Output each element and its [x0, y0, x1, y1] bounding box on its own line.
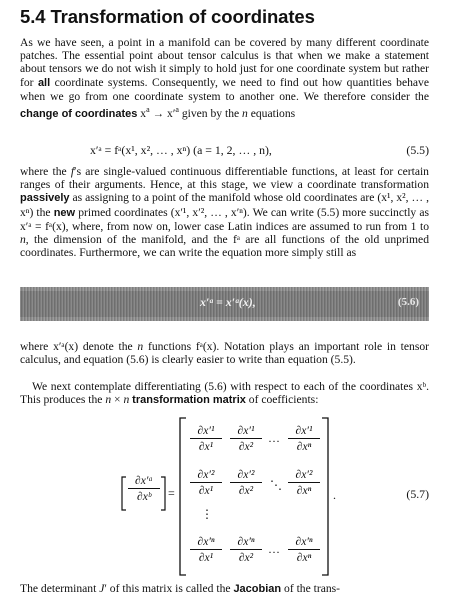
italic-symbol: J: [99, 582, 105, 595]
text-run: , the dimension of the manifold, and the fᵃ are all functions of the old unprimed coordinates. Furthermore, we can write the equation more simply still as: [20, 233, 429, 260]
entry-numerator: ∂x′ⁿ: [237, 535, 255, 548]
entry-denominator: ∂x²: [238, 484, 254, 497]
entry-numerator: ∂x′ⁿ: [197, 535, 215, 548]
text-run: equations: [247, 106, 296, 120]
matrix-entry-1-n: [288, 424, 320, 453]
lhs-left-bracket: [122, 477, 126, 510]
text-run: → x′: [149, 106, 176, 120]
vdots: ⋮: [201, 507, 213, 521]
entry-denominator: ∂x¹: [198, 440, 214, 453]
superscript: a: [146, 105, 150, 115]
lhs-numerator: ∂x′ᵃ: [134, 474, 154, 487]
text-run: functions fᵃ(x). Notation plays an important role in tensor calculus, and equation (5.6) is clearly easier to write than equation (5.5).: [20, 340, 430, 367]
lhs-right-bracket: [161, 477, 165, 510]
matrix-entry-2-2: [230, 468, 262, 497]
paragraph-5: [20, 582, 429, 596]
text-run: where x′ᵃ(x) denote the: [20, 340, 138, 353]
italic-symbol: f: [70, 165, 75, 178]
matrix-entry-n-2: [230, 535, 262, 564]
italic-symbol: n: [242, 106, 248, 120]
entry-numerator: ∂x′¹: [197, 424, 215, 437]
italic-symbol: n: [20, 233, 26, 247]
bold-term: change of coordinates: [20, 107, 138, 120]
equation-5-5-expression: x′ᵃ = fᵃ(x¹, x², … , xⁿ) (a = 1, 2, … , n),: [90, 143, 272, 157]
entry-numerator: ∂x′ⁿ: [295, 535, 313, 548]
bold-term: new: [53, 206, 76, 219]
entry-denominator: ∂x²: [238, 551, 254, 564]
entry-numerator: ∂x′²: [295, 468, 313, 481]
entry-denominator: ∂x²: [238, 440, 254, 453]
bold-term: all: [37, 76, 51, 89]
entry-denominator: ∂xⁿ: [296, 440, 312, 453]
matrix-right-bracket: [322, 418, 328, 575]
matrix-entry-1-2: [230, 424, 262, 453]
italic-symbol: n: [137, 340, 144, 353]
italic-symbol: n: [105, 393, 112, 407]
text-run: coordinate systems. Consequently, we need to find out how quantities behave when we go from one coordinate system to another one. We therefore consider the: [20, 75, 429, 103]
entry-numerator: ∂x′¹: [295, 424, 313, 437]
text-run: ′ of this matrix is called the: [104, 582, 234, 595]
equation-5-5-number: (5.5): [406, 143, 429, 157]
hdots-row-1: ···: [268, 434, 280, 448]
equation-5-7-number: (5.7): [406, 487, 429, 501]
text-run: x: [137, 106, 147, 120]
text-run: primed coordinates (x′¹, x′², … , x′ⁿ). We can write (5.5) more succinctly as x′ᵃ = fᵃ(x), where, from now on, lower case Latin indices are assumed to run from 1 to: [20, 205, 429, 233]
entry-numerator: ∂x′²: [197, 468, 215, 481]
entry-denominator: ∂x¹: [198, 551, 214, 564]
equals-sign: =: [168, 486, 175, 500]
entry-numerator: ∂x′¹: [237, 424, 255, 437]
text-run: as assigning to a point of the manifold whose old coordinates are (x¹, x², … , xⁿ) the: [20, 191, 429, 219]
matrix-entry-1-1: [190, 424, 222, 453]
hdots-row-n: ···: [268, 545, 280, 559]
lhs-denominator: ∂xᵇ: [137, 490, 151, 503]
text-run: We next contemplate differentiating (5.6) with respect to each of the coordinates xᵇ. This produces the: [20, 380, 429, 407]
text-run: of coefficients:: [245, 393, 319, 407]
superscript: a: [175, 105, 179, 115]
lhs-fraction: [128, 474, 160, 503]
bold-term: transformation matrix: [132, 394, 246, 407]
text-run: where the: [20, 165, 71, 178]
matrix-period: .: [333, 488, 336, 502]
text-run: ′s are single-valued continuous differentiable functions, at least for certain ranges of their arguments. Hence, at this stage, we view a coordinate transformation: [20, 165, 429, 192]
text-run: given by the: [178, 106, 243, 120]
entry-numerator: ∂x′²: [237, 468, 255, 481]
equation-5-6-expression: x′ᵃ = x′ᵃ(x),: [200, 295, 256, 309]
entry-denominator: ∂x¹: [198, 484, 214, 497]
ddots: ⋱: [270, 478, 282, 492]
equation-5-6-number: (5.6): [397, 296, 419, 308]
matrix-left-bracket: [180, 418, 186, 575]
matrix-entry-2-n: [288, 468, 320, 497]
matrix-entry-n-1: [190, 535, 222, 564]
text-run: ×: [111, 393, 124, 407]
italic-symbol: n: [123, 393, 130, 407]
matrix-entry-n-n: [288, 535, 320, 564]
text-run: of the trans-: [281, 582, 341, 595]
matrix-entry-2-1: [190, 468, 222, 497]
text-run: As we have seen, a point in a manifold can be covered by many different coordinate patches. The essential point about tensor calculus is that when we make a statement about tensors we do not wish it simply to hold just for one coordinate system but rather for: [20, 36, 429, 89]
entry-denominator: ∂xⁿ: [296, 551, 312, 564]
bold-term: Jacobian: [233, 583, 282, 595]
entry-denominator: ∂xⁿ: [296, 484, 312, 497]
bold-term: passively: [20, 192, 70, 205]
section-heading: 5.4 Transformation of coordinates: [20, 6, 315, 27]
text-run: The determinant: [20, 582, 100, 595]
